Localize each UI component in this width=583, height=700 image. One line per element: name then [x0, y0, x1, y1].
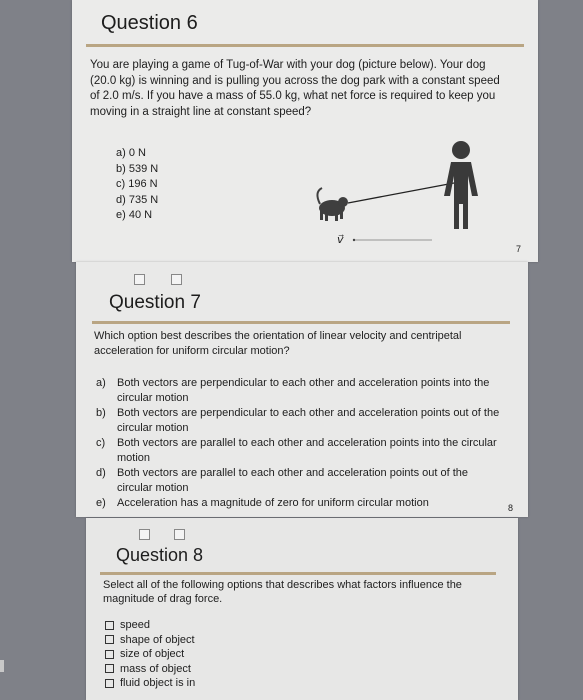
option-size[interactable]: size of object	[105, 647, 195, 662]
title-rule	[86, 44, 524, 47]
option-fluid[interactable]: fluid object is in	[105, 676, 195, 691]
question-8-title: Question 8	[116, 545, 204, 565]
option-e: e) Acceleration has a magnitude of zero for uniform circular motion	[96, 497, 429, 509]
tug-of-war-illustration	[308, 136, 498, 246]
option-a: a) 0 N	[116, 147, 146, 159]
checkbox[interactable]	[105, 635, 114, 644]
question-8-page	[86, 518, 518, 700]
title-rule	[100, 572, 496, 575]
option-d: d) Both vectors are parallel to each other and acceleration points out of the circular motion	[96, 467, 468, 494]
page-number-8: 8	[508, 503, 514, 513]
question-6-text: You are playing a game of Tug-of-War with your dog (picture below). Your dog (20.0 kg) is winning and is pulling you across the dog park with a constant speed of 2.0 m/s. If you have a mass of 55.0 kg, what net force is required to keep you moving in a straight line at constant speed?	[90, 59, 500, 118]
option-a: a) Both vectors are perpendicular to each other and acceleration points into the circular motion	[96, 377, 490, 404]
option-b: b) 539 N	[116, 162, 159, 175]
title-rule	[92, 321, 510, 324]
edge-marker	[0, 660, 4, 672]
option-c: c) 196 N	[116, 178, 158, 190]
option-shape[interactable]: shape of object	[105, 633, 195, 648]
question-7-text: Which option best describes the orientation of linear velocity and centripetal acceleration for uniform circular motion?	[94, 330, 462, 357]
question-6-options	[116, 146, 158, 224]
question-8-text: Select all of the following options that describes what factors influence the magnitude of drag force.	[103, 579, 462, 605]
checkbox[interactable]	[105, 650, 114, 659]
dog-icon	[317, 188, 348, 221]
question-6-page	[72, 0, 538, 262]
option-d: d) 735 N	[116, 193, 159, 206]
mark-checkbox[interactable]	[171, 274, 182, 285]
velocity-label: v⃗	[337, 234, 344, 246]
person-icon	[444, 141, 478, 229]
question-7-options	[96, 376, 506, 511]
flag-checkbox[interactable]	[134, 274, 145, 285]
option-e: e) 40 N	[116, 209, 153, 221]
option-mass[interactable]: mass of object	[105, 662, 195, 677]
mark-checkbox[interactable]	[174, 529, 185, 540]
checkbox[interactable]	[105, 679, 114, 688]
question-7-page	[76, 262, 528, 517]
option-b: b) Both vectors are perpendicular to each other and acceleration points out of the circular motion	[96, 407, 500, 434]
velocity-arrow	[353, 239, 432, 241]
flag-checkbox[interactable]	[139, 529, 150, 540]
option-c: c) Both vectors are parallel to each other and acceleration points into the circular motion	[96, 437, 497, 464]
question-7-title: Question 7	[109, 292, 201, 313]
checkbox[interactable]	[105, 664, 114, 673]
rope-line	[348, 183, 454, 203]
option-speed[interactable]: speed	[105, 618, 195, 633]
page-number-7: 7	[516, 244, 522, 254]
question-8-options	[105, 618, 195, 691]
checkbox[interactable]	[105, 621, 114, 630]
question-6-title: Question 6	[101, 12, 198, 34]
